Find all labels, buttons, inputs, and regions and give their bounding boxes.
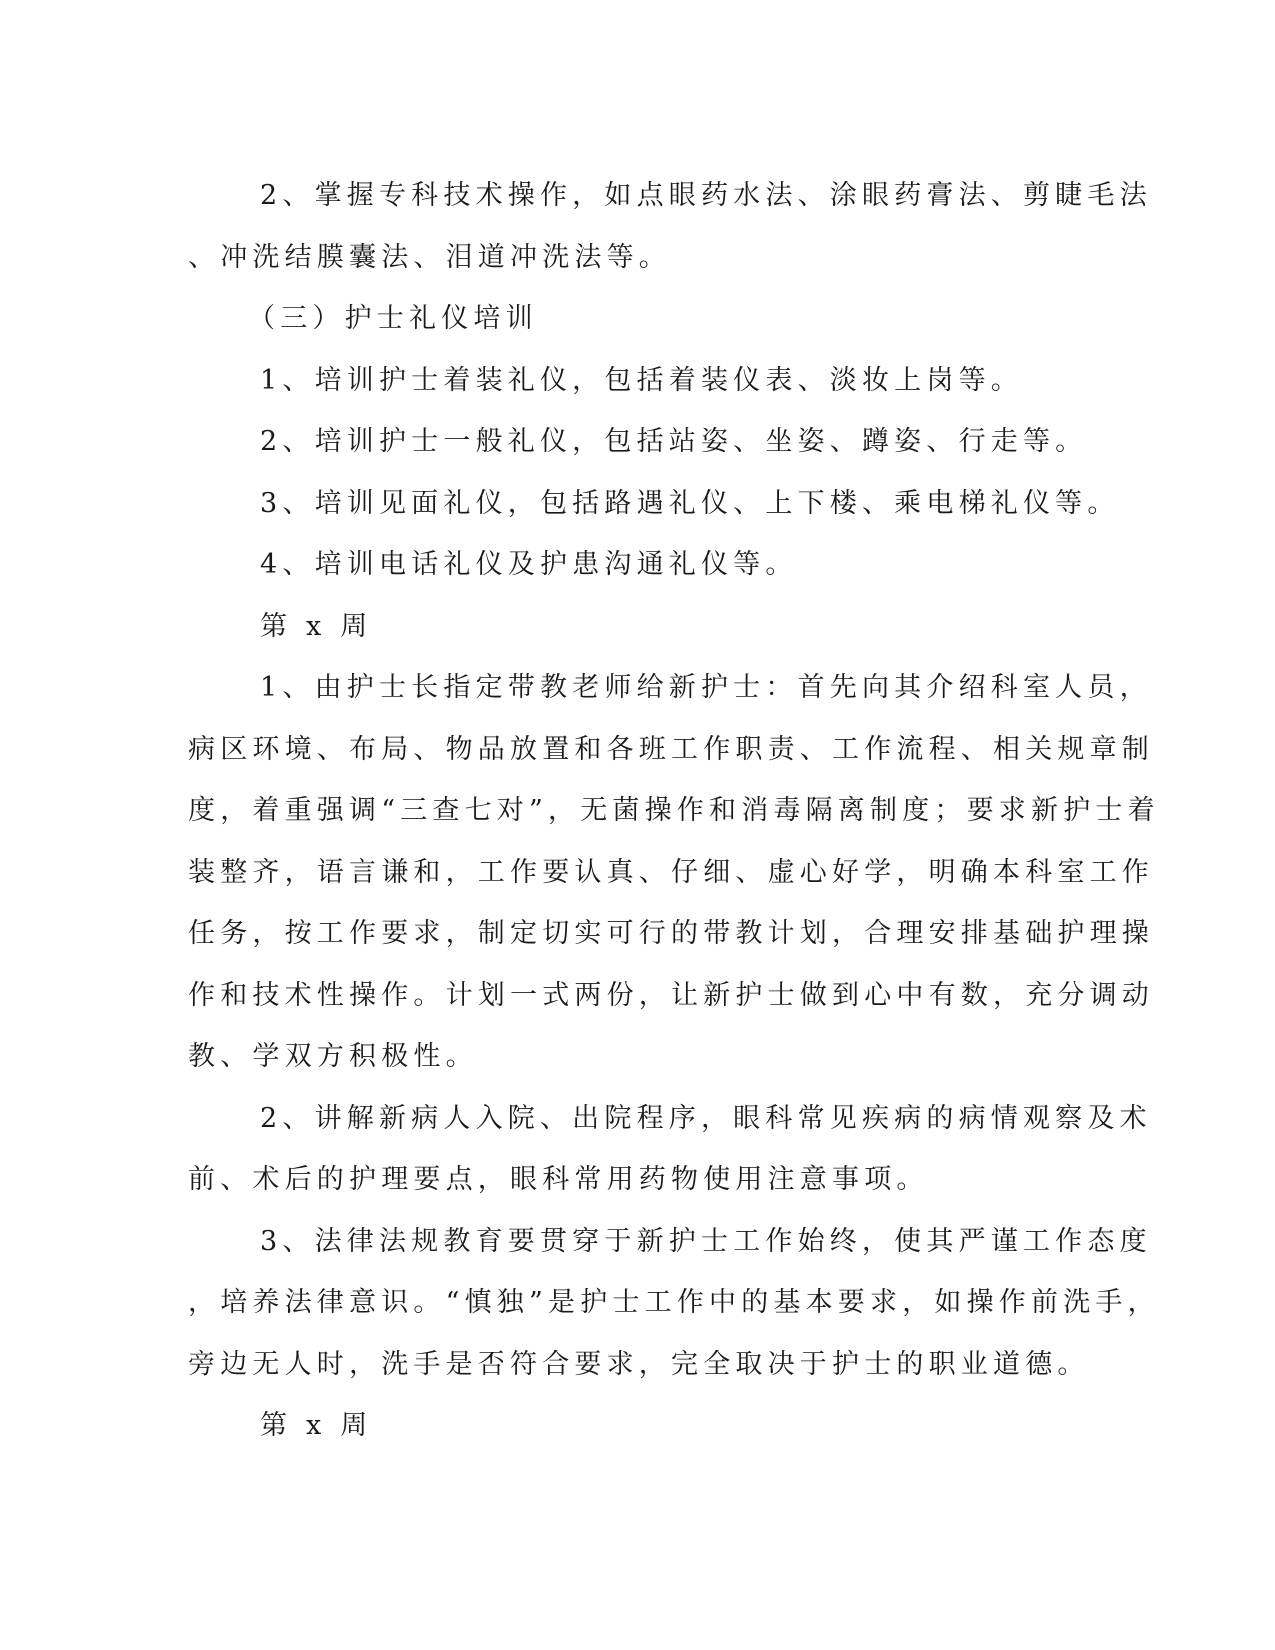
text-line: 4、培训电话礼仪及护患沟通礼仪等。 <box>260 549 798 580</box>
text-line: 2、掌握专科技术操作，如点眼药水法、涂眼药膏法、剪睫毛法 <box>260 180 1152 211</box>
paragraph-skill-item-2 <box>188 165 1152 288</box>
text-line: 装整齐，语言谦和，工作要认真、仔细、虚心好学，明确本科室工作 <box>188 856 1154 888</box>
week-heading <box>188 596 1060 658</box>
text-line: 1、由护士长指定带教老师给新护士：首先向其介绍科室人员， <box>260 672 1152 703</box>
text-line: 1、培训护士着装礼仪，包括着装仪表、淡妆上岗等。 <box>260 364 1023 396</box>
text-line: 作和技术性操作。计划一式两份，让新护士做到心中有数，充分调动 <box>188 979 1154 1011</box>
text-line: 3、法律法规教育要贯穿于新护士工作始终，使其严谨工作态度 <box>260 1225 1152 1257</box>
text-line: 度，着重强调“三查七对”，无菌操作和消毒隔离制度；要求新护士着 <box>188 795 1160 826</box>
heading-text: 第 x 周 <box>260 610 373 642</box>
text-line: 前、术后的护理要点，眼科常用药物使用注意事项。 <box>188 1164 929 1195</box>
text-line: 任务，按工作要求，制定切实可行的带教计划，合理安排基础护理操 <box>188 918 1154 949</box>
paragraph-etiquette-item-3 <box>188 473 1120 535</box>
text-line: 3、培训见面礼仪，包括路遇礼仪、上下楼、乘电梯礼仪等。 <box>260 487 1120 519</box>
paragraph-etiquette-item-1 <box>188 350 1060 412</box>
paragraph-week-item-1 <box>188 657 1160 1088</box>
heading-text: （三）护士礼仪培训 <box>248 303 538 334</box>
text-line: 旁边无人时，洗手是否符合要求，完全取决于护士的职业道德。 <box>188 1348 1090 1380</box>
text-line: 、冲洗结膜囊法、泪道冲洗法等。 <box>188 241 671 273</box>
text-line: 2、培训护士一般礼仪，包括站姿、坐姿、蹲姿、行走等。 <box>260 426 1088 457</box>
text-line: ，培养法律意识。“慎独”是护士工作中的基本要求，如操作前洗手， <box>188 1287 1160 1318</box>
document-body <box>188 165 1160 1457</box>
paragraph-etiquette-item-4 <box>188 534 1060 596</box>
week-heading <box>188 1395 1060 1457</box>
paragraph-week-item-2 <box>188 1088 1152 1211</box>
text-line: 2、讲解新病人入院、出院程序，眼科常见疾病的病情观察及术 <box>260 1102 1152 1134</box>
paragraph-week-item-3 <box>188 1211 1160 1396</box>
text-line: 病区环境、布局、物品放置和各班工作职责、工作流程、相关规章制 <box>188 733 1154 765</box>
paragraph-etiquette-item-2 <box>188 411 1088 473</box>
heading-text: 第 x 周 <box>260 1410 373 1441</box>
text-line: 教、学双方积极性。 <box>188 1041 478 1072</box>
section-heading-etiquette <box>188 288 1060 350</box>
